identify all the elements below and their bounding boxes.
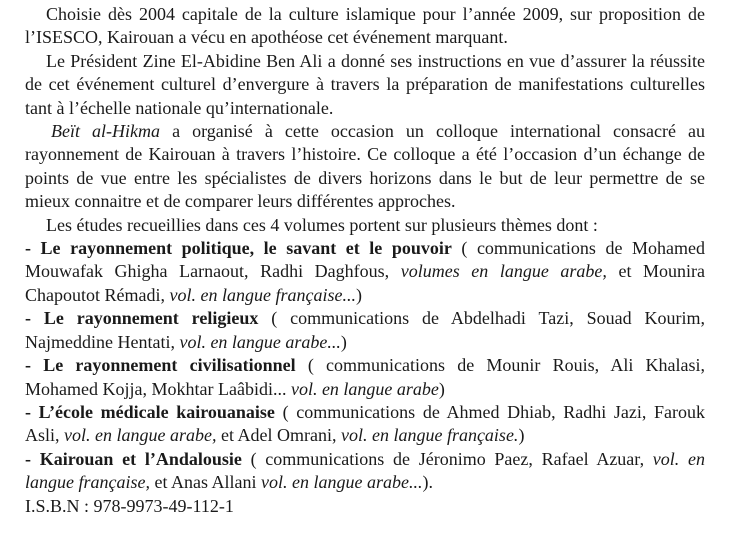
topic-political	[25, 237, 705, 307]
intro-paragraph-2: Le Président Zine El-Abidine Ben Ali a donné ses instructions en vue d’assurer la réussite de cet événement culturel d’envergure à travers la préparation de manifestations culturelles tant à l’échelle nationale qu’internationale.	[25, 50, 705, 118]
topic-andalusia	[25, 448, 705, 495]
topic-volume-note: vol. en langue arabe...	[179, 331, 341, 352]
topic-text: ( communications de Mounir Rouis, Ali Khalasi, Mohamed Kojja, Mokhtar Laâbidi...	[25, 355, 706, 399]
topic-volume-note: vol. en langue arabe	[290, 378, 439, 399]
topic-title: - Le rayonnement civilisationnel	[25, 355, 296, 376]
document-page	[25, 3, 705, 518]
institution-name: Beït al-Hikma	[51, 121, 161, 142]
topic-text: )	[438, 378, 445, 399]
topic-title: - Kairouan et l’Andalousie	[25, 448, 242, 469]
topic-civilisational	[25, 354, 705, 401]
topic-volume-note: vol. en langue française.	[340, 425, 519, 446]
topic-text: ).	[422, 472, 433, 493]
topic-volume-note: vol. en langue arabe...	[260, 472, 423, 493]
topic-title: - Le rayonnement politique, le savant et le pouvoir	[25, 238, 452, 259]
topic-volume-note: vol. en langue arabe,	[64, 425, 217, 446]
isbn-line: I.S.B.N : 978-9973-49-112-1	[25, 495, 234, 516]
topic-text: )	[355, 284, 362, 305]
topic-text: )	[340, 331, 347, 352]
intro-paragraph-3-text: a organisé à cette occasion un colloque international consacré au rayonnement de Kairouan à travers l’histoire. Ce colloque a été l’occasion d’un échange de points de vue entre les spécialistes de divers horizons dans le but de leur permettre de se mieux connaitre et de comparer leurs différentes approches.	[25, 121, 705, 212]
topic-religious	[25, 307, 705, 354]
topic-text: ( communications de Ahmed Dhiab, Radhi Jazi, Farouk Asli,	[25, 401, 706, 446]
intro-paragraph-4: Les études recueillies dans ces 4 volumes portent sur plusieurs thèmes dont :	[46, 214, 598, 235]
intro-paragraph-3	[25, 120, 705, 214]
topic-title: - Le rayonnement religieux	[25, 308, 259, 329]
topic-title: - L’école médicale kairouanaise	[25, 401, 275, 422]
topic-text: )	[518, 425, 525, 446]
topic-medical-school	[25, 401, 705, 448]
topic-volume-note: vol. en langue française...	[169, 284, 356, 305]
topic-text: ( communications de Jéronimo Paez, Rafael Azuar,	[241, 448, 653, 469]
topic-volume-note: vol. en langue française,	[25, 448, 705, 493]
topic-text: et Anas Allani	[149, 472, 261, 493]
topic-volume-note: volumes en langue arabe,	[400, 261, 607, 282]
intro-paragraph-1: Choisie dès 2004 capitale de la culture islamique pour l’année 2009, sur proposition de l’ISESCO, Kairouan a vécu en apothéose cet événement marquant.	[25, 4, 705, 48]
topic-text: et Mounira Chapoutot Rémadi,	[25, 261, 705, 305]
topic-text: ( communications de Abdelhadi Tazi, Souad Kourim, Najmeddine Hentati,	[25, 308, 705, 352]
topic-text: ( communications de Mohamed Mouwafak Ghigha Larnaout, Radhi Daghfous,	[25, 238, 705, 282]
topic-text: et Adel Omrani,	[216, 425, 341, 446]
